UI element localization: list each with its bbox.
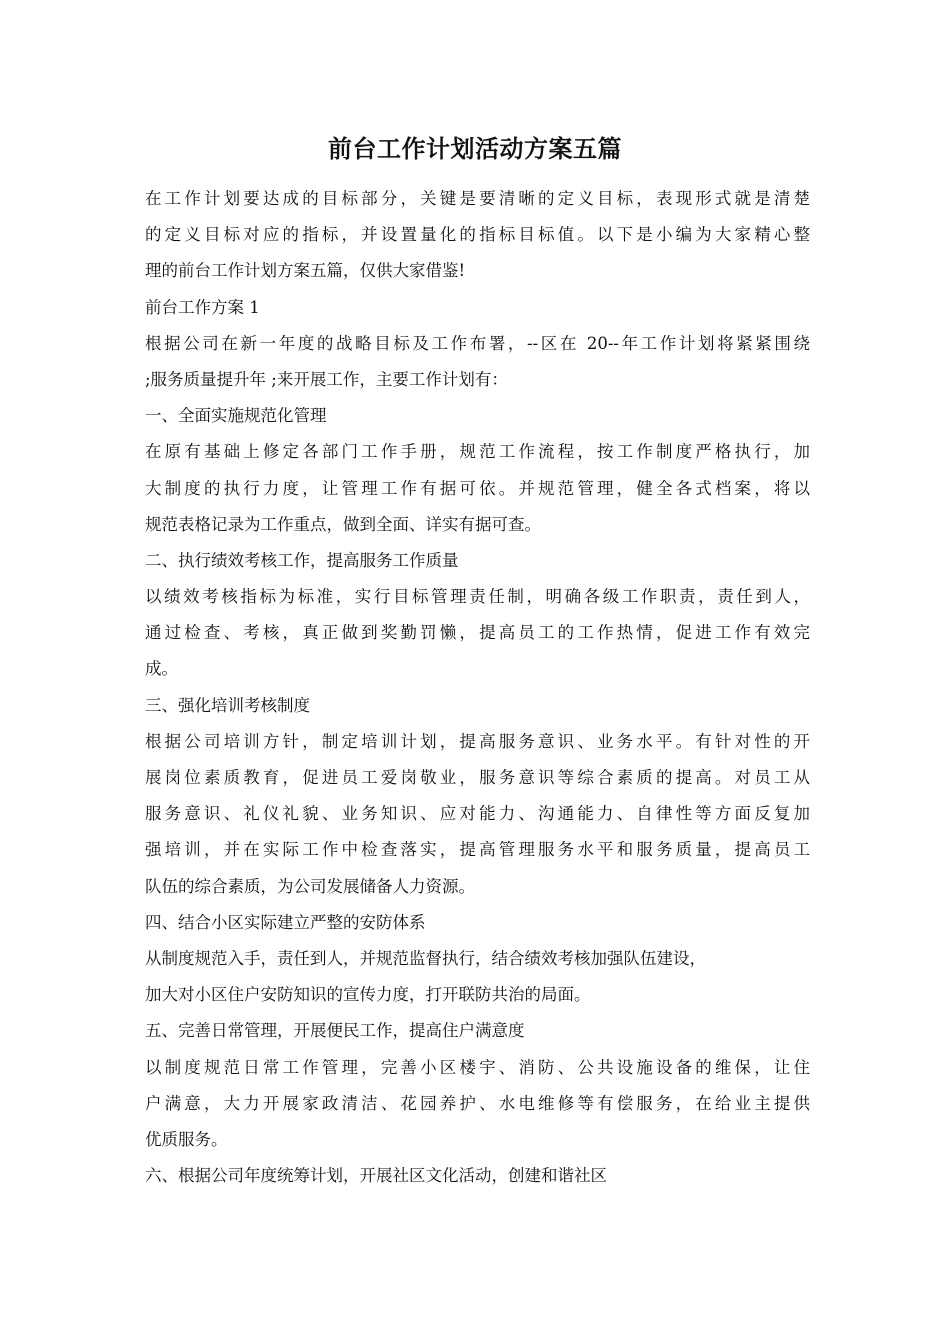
body-line: 从制度规范入手，责任到人，并规范监督执行，结合绩效考核加强队伍建设， <box>145 948 706 968</box>
section-heading: 五、完善日常管理，开展便民工作，提高住户满意度 <box>145 1021 525 1041</box>
section-heading: 三、强化培训考核制度 <box>145 695 310 715</box>
body-line: 队伍的综合素质，为公司发展储备人力资源。 <box>145 876 475 896</box>
body-line: 在原有基础上修定各部门工作手册，规范工作流程，按工作制度严格执行，加 <box>145 442 810 462</box>
body-line: 强培训，并在实际工作中检查落实，提高管理服务水平和服务质量，提高员工 <box>145 840 810 860</box>
body-line: 大制度的执行力度，让管理工作有据可依。并规范管理，健全各式档案，将以 <box>145 478 810 498</box>
section-heading: 六、根据公司年度统筹计划，开展社区文化活动，创建和谐社区 <box>145 1166 607 1186</box>
body-line: 展岗位素质教育，促进员工爱岗敬业，服务意识等综合素质的提高。对员工从 <box>145 768 810 787</box>
body-line: 的定义目标对应的指标，并设置量化的指标目标值。以下是小编为大家精心整 <box>145 225 810 245</box>
body-line: 规范表格记录为工作重点，做到全面、详实有据可查。 <box>145 514 541 534</box>
section-heading: 四、结合小区实际建立严整的安防体系 <box>145 912 426 932</box>
body-line: 优质服务。 <box>145 1129 228 1149</box>
body-line: ;服务质量提升年 ;来开展工作，主要工作计划有： <box>145 369 508 389</box>
document-title: 前台工作计划活动方案五篇 <box>328 134 622 163</box>
body-line: 在工作计划要达成的目标部分，关键是要清晰的定义目标，表现形式就是清楚 <box>145 189 810 208</box>
body-line: 成。 <box>145 659 178 679</box>
body-line: 以制度规范日常工作管理，完善小区楼宇、消防、公共设施设备的维保，让住 <box>145 1057 810 1077</box>
section-heading: 前台工作方案 1 <box>145 297 260 317</box>
body-line: 根据公司在新一年度的战略目标及工作布署，--区在 20--年工作计划将紧紧围绕 <box>145 333 810 353</box>
body-line: 理的前台工作计划方案五篇，仅供大家借鉴! <box>145 261 466 281</box>
section-heading: 一、全面实施规范化管理 <box>145 406 327 426</box>
body-line: 以绩效考核指标为标准，实行目标管理责任制，明确各级工作职责，责任到人， <box>145 587 810 607</box>
body-line: 户满意，大力开展家政清洁、花园养护、水电维修等有偿服务，在给业主提供 <box>145 1093 810 1113</box>
body-line: 服务意识、礼仪礼貌、业务知识、应对能力、沟通能力、自律性等方面反复加 <box>145 804 810 824</box>
body-line: 根据公司培训方针，制定培训计划，提高服务意识、业务水平。有针对性的开 <box>145 731 810 751</box>
document-body <box>145 181 810 1194</box>
body-line: 加大对小区住户安防知识的宣传力度，打开联防共治的局面。 <box>145 985 591 1005</box>
section-heading: 二、执行绩效考核工作，提高服务工作质量 <box>145 550 459 570</box>
body-line: 通过检查、考核，真正做到奖勤罚懒，提高员工的工作热情，促进工作有效完 <box>145 623 810 643</box>
